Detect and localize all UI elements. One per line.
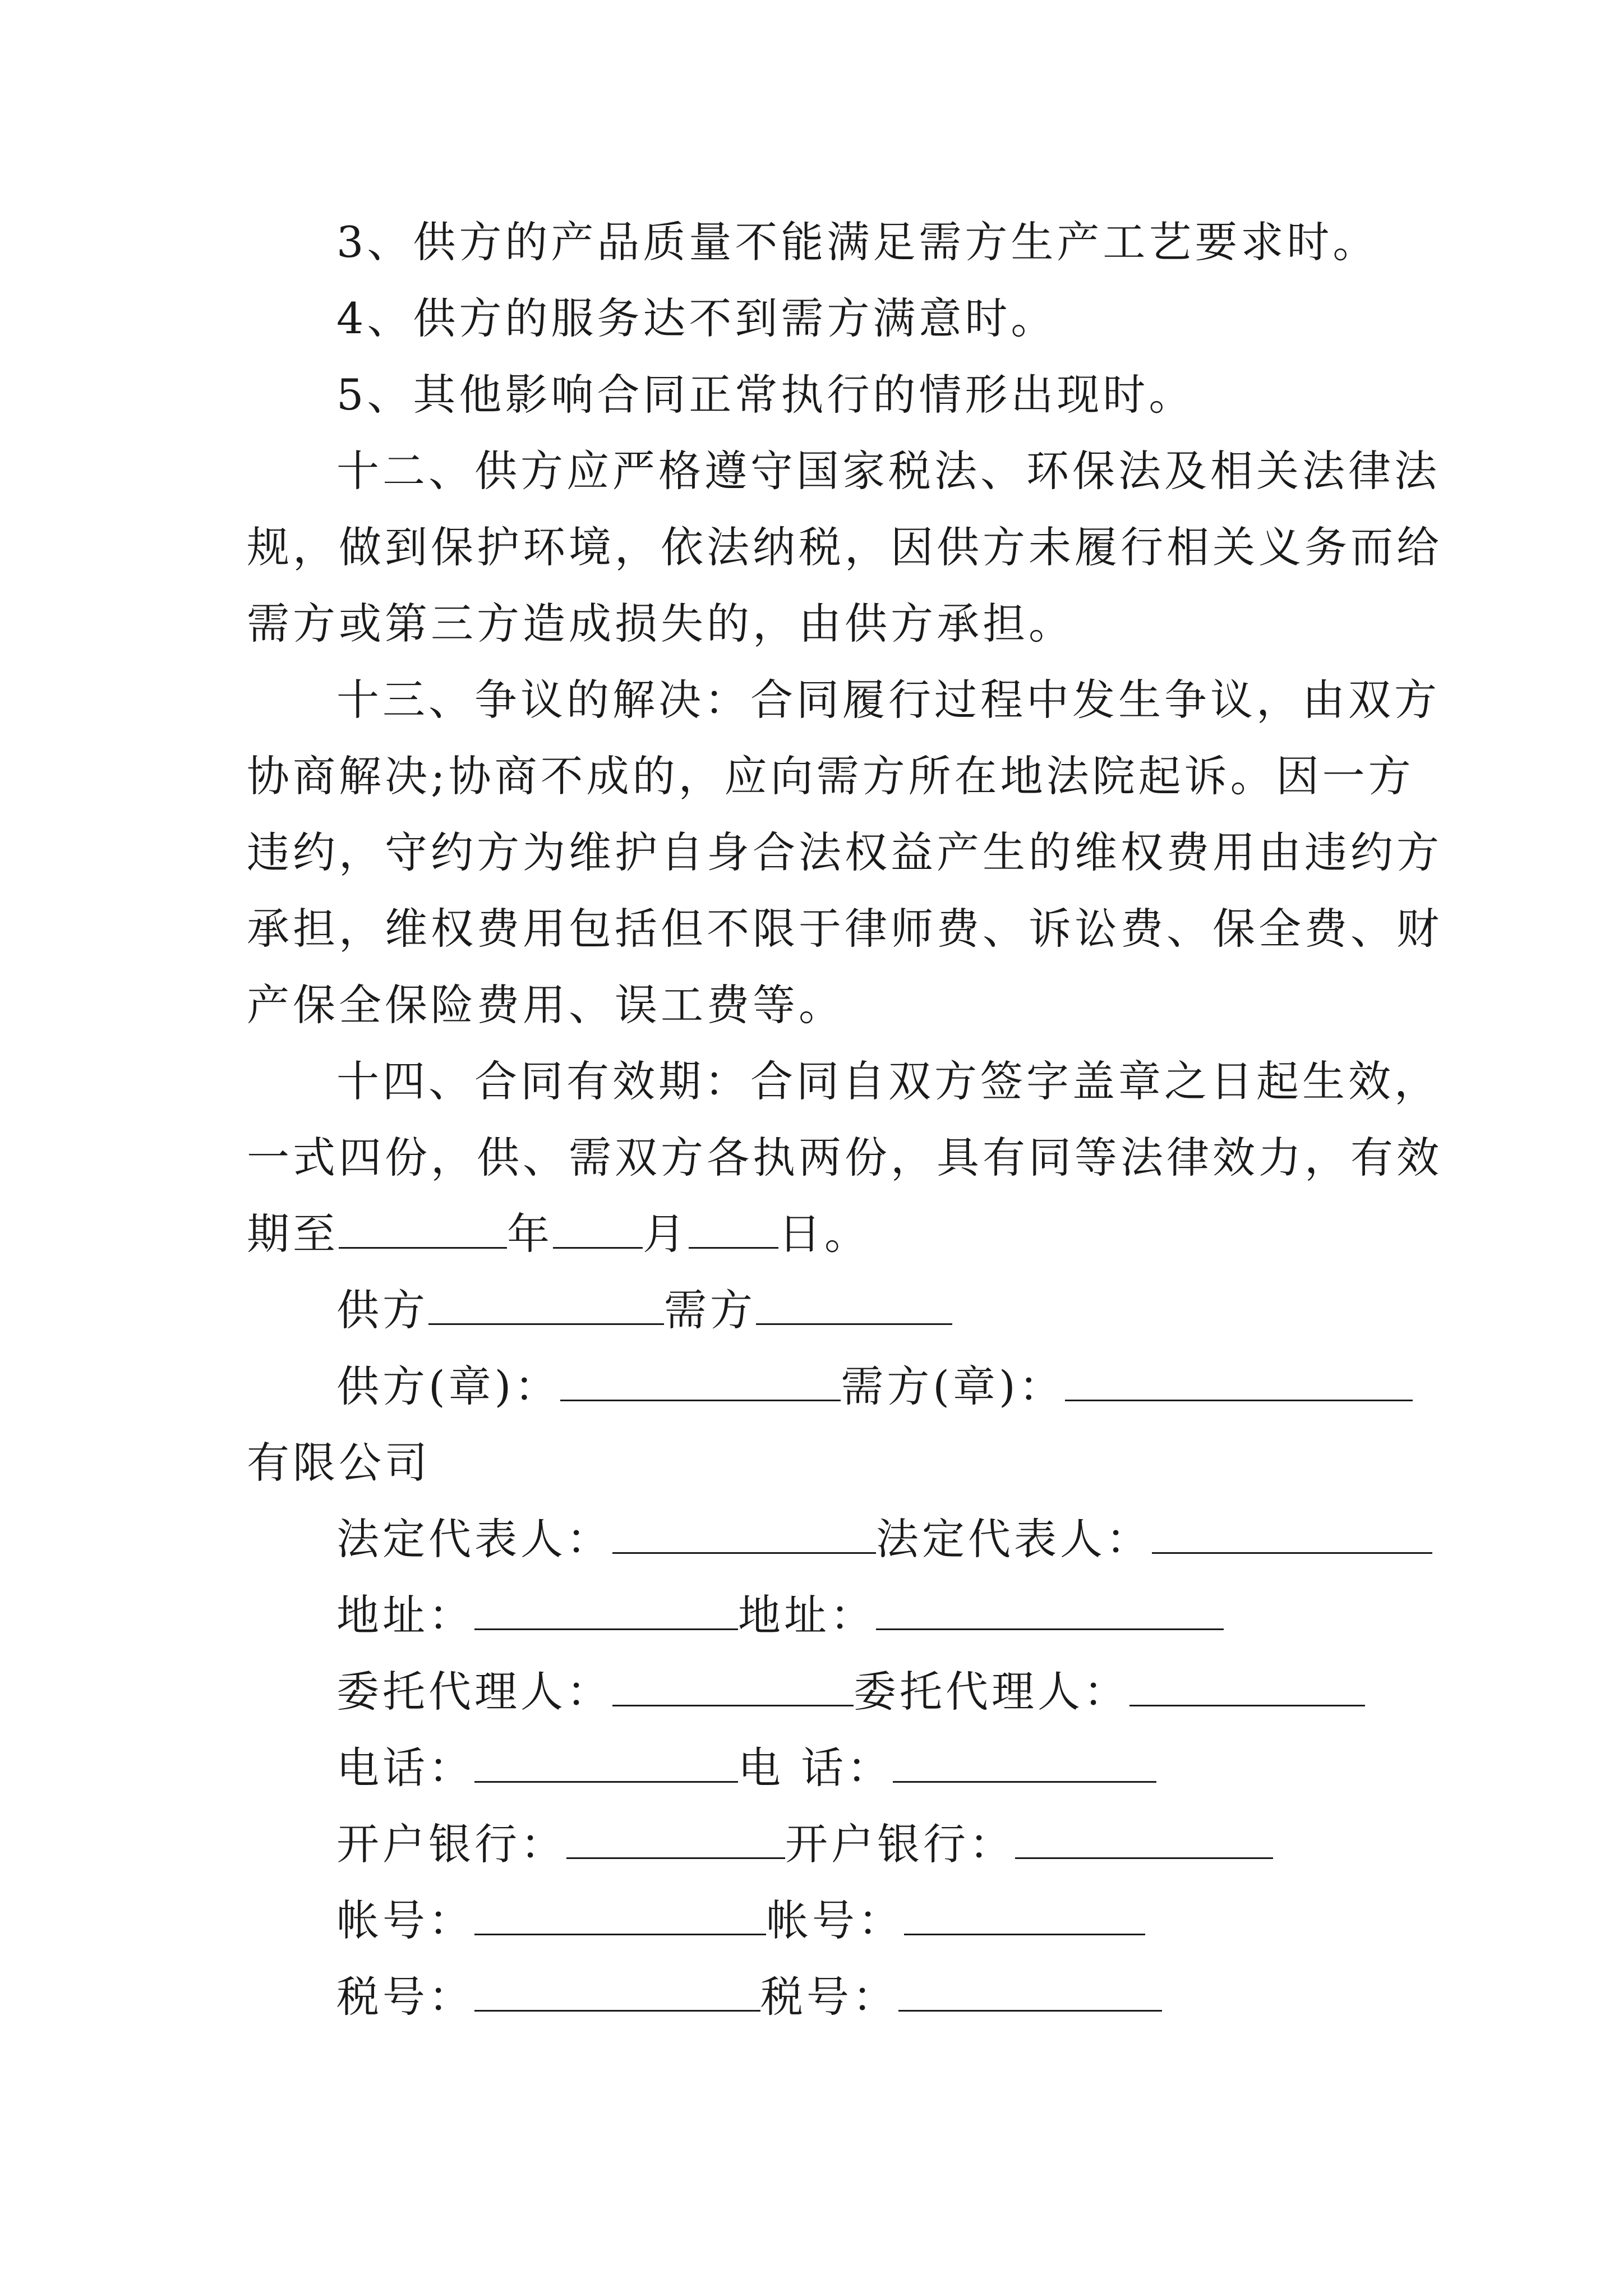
supplier-phone-blank[interactable] [474, 1742, 738, 1783]
buyer-bank-blank[interactable] [1015, 1818, 1273, 1859]
clause-13-line-3: 违约，守约方为维护自身合法权益产生的维权费用由违约方 [247, 827, 1442, 877]
clause-5: 5、其他影响合同正常执行的情形出现时。 [336, 370, 1195, 420]
clause-3: 3、供方的产品质量不能满足需方生产工艺要求时。 [336, 217, 1379, 267]
seal-line [336, 1359, 1413, 1415]
supplier-agent-blank[interactable] [612, 1665, 854, 1706]
supplier-seal-label: 供方(章)： [336, 1361, 561, 1411]
buyer-label: 需方 [664, 1285, 756, 1335]
buyer-seal-label: 需方(章)： [841, 1361, 1065, 1411]
party-names-line [336, 1282, 952, 1338]
supplier-legal-rep-blank[interactable] [612, 1513, 876, 1554]
clause-13-line-5: 产保全保险费用、误工费等。 [247, 980, 845, 1030]
phone-line [336, 1740, 1156, 1796]
buyer-tax-no-label: 税号： [760, 1972, 898, 2022]
supplier-bank-label: 开户银行： [336, 1819, 566, 1869]
buyer-phone-label: 电 话： [738, 1743, 893, 1793]
buyer-bank-label: 开户银行： [785, 1819, 1015, 1869]
supplier-seal-blank[interactable] [560, 1360, 841, 1401]
agent-line [336, 1664, 1365, 1720]
supplier-account-label: 帐号： [336, 1895, 474, 1945]
day-blank[interactable] [689, 1208, 778, 1249]
supplier-name-blank[interactable] [428, 1284, 664, 1325]
clause-12-line-1: 十二、供方应严格遵守国家税法、环保法及相关法律法 [336, 446, 1440, 496]
clause-4: 4、供方的服务达不到需方满意时。 [336, 293, 1057, 343]
supplier-tax-no-blank[interactable] [474, 1971, 760, 2012]
clause-12-line-2: 规，做到保护环境，依法纳税，因供方未履行相关义务而给 [247, 522, 1442, 572]
buyer-tax-no-blank[interactable] [898, 1971, 1162, 2012]
supplier-tax-no-label: 税号： [336, 1972, 474, 2022]
clause-13-line-2: 协商解决;协商不成的，应向需方所在地法院起诉。因一方 [247, 751, 1414, 801]
clause-13-line-4: 承担，维权费用包括但不限于律师费、诉讼费、保全费、财 [247, 904, 1442, 954]
validity-date-line [247, 1206, 870, 1262]
legal-rep-line [336, 1511, 1432, 1567]
supplier-legal-rep-label: 法定代表人： [336, 1514, 612, 1564]
buyer-agent-blank[interactable] [1129, 1665, 1365, 1706]
address-line [336, 1588, 1224, 1644]
account-line [336, 1893, 1145, 1949]
buyer-account-label: 帐号： [766, 1895, 904, 1945]
clause-14-line-2: 一式四份，供、需双方各执两份，具有同等法律效力，有效 [247, 1133, 1442, 1182]
validity-prefix: 期至 [247, 1209, 339, 1259]
day-label: 日。 [778, 1209, 870, 1259]
buyer-legal-rep-blank[interactable] [1152, 1513, 1432, 1554]
buyer-address-blank[interactable] [876, 1589, 1224, 1630]
bank-line [336, 1816, 1273, 1872]
buyer-phone-blank[interactable] [893, 1742, 1156, 1783]
year-label: 年 [507, 1209, 553, 1259]
clause-14-line-1: 十四、合同有效期：合同自双方签字盖章之日起生效， [336, 1056, 1440, 1106]
buyer-agent-label: 委托代理人： [854, 1667, 1129, 1717]
clause-13-line-1: 十三、争议的解决：合同履行过程中发生争议，由双方 [336, 675, 1440, 725]
buyer-legal-rep-label: 法定代表人： [876, 1514, 1152, 1564]
supplier-agent-label: 委托代理人： [336, 1667, 612, 1717]
buyer-address-label: 地址： [738, 1590, 876, 1640]
buyer-name-blank[interactable] [756, 1284, 952, 1325]
supplier-account-blank[interactable] [474, 1894, 766, 1935]
year-blank[interactable] [339, 1208, 507, 1249]
supplier-address-blank[interactable] [474, 1589, 738, 1630]
month-label: 月 [643, 1209, 689, 1259]
supplier-label: 供方 [336, 1285, 428, 1335]
buyer-seal-blank[interactable] [1065, 1360, 1413, 1401]
buyer-account-blank[interactable] [904, 1894, 1145, 1935]
month-blank[interactable] [553, 1208, 643, 1249]
clause-12-line-3: 需方或第三方造成损失的，由供方承担。 [247, 599, 1075, 648]
supplier-bank-blank[interactable] [566, 1818, 785, 1859]
supplier-phone-label: 电话： [336, 1743, 474, 1793]
supplier-address-label: 地址： [336, 1590, 474, 1640]
tax-no-line [336, 1969, 1162, 2025]
company-suffix: 有限公司 [247, 1438, 431, 1488]
